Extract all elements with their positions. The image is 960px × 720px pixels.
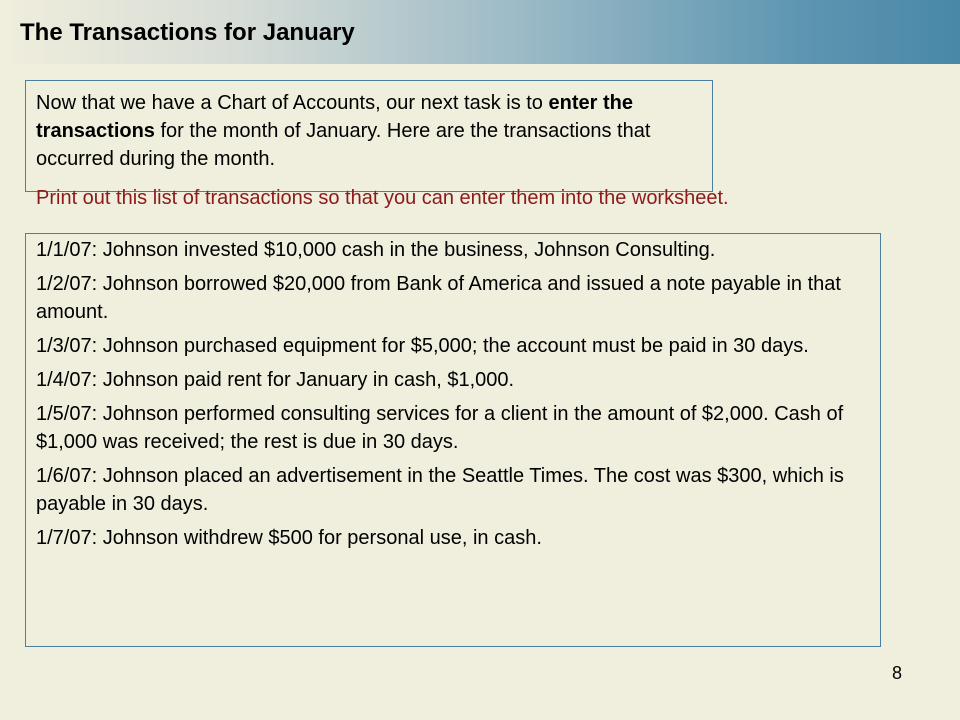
- intro-text-part1: Now that we have a Chart of Accounts, our next task is to: [36, 92, 549, 114]
- page-number: 8: [892, 663, 903, 683]
- transactions-box: [25, 233, 881, 647]
- intro-text-bold: enter the transactions: [36, 92, 633, 142]
- intro-text-part2: for the month of January. Here are the transactions that occurred during the month.: [36, 120, 651, 170]
- transaction-item: 1/5/07: Johnson performed consulting services for a client in the amount of $2,000. Cash of $1,000 was received; the rest is due in 30 days.: [36, 403, 844, 453]
- intro-box: [25, 80, 713, 192]
- title-bar: [0, 0, 960, 64]
- slide-title: The Transactions for January: [20, 19, 355, 46]
- transaction-item: 1/7/07: Johnson withdrew $500 for personal use, in cash.: [36, 527, 542, 549]
- transaction-item: 1/3/07: Johnson purchased equipment for $5,000; the account must be paid in 30 days.: [36, 335, 809, 357]
- transaction-item: 1/4/07: Johnson paid rent for January in cash, $1,000.: [36, 369, 515, 391]
- transaction-item: 1/1/07: Johnson invested $10,000 cash in the business, Johnson Consulting.: [36, 239, 716, 261]
- transaction-item: 1/6/07: Johnson placed an advertisement in the Seattle Times. The cost was $300, which is payable in 30 days.: [36, 465, 844, 515]
- transaction-item: 1/2/07: Johnson borrowed $20,000 from Bank of America and issued a note payable in that amount.: [36, 273, 841, 323]
- print-note: Print out this list of transactions so that you can enter them into the worksheet.: [36, 187, 729, 209]
